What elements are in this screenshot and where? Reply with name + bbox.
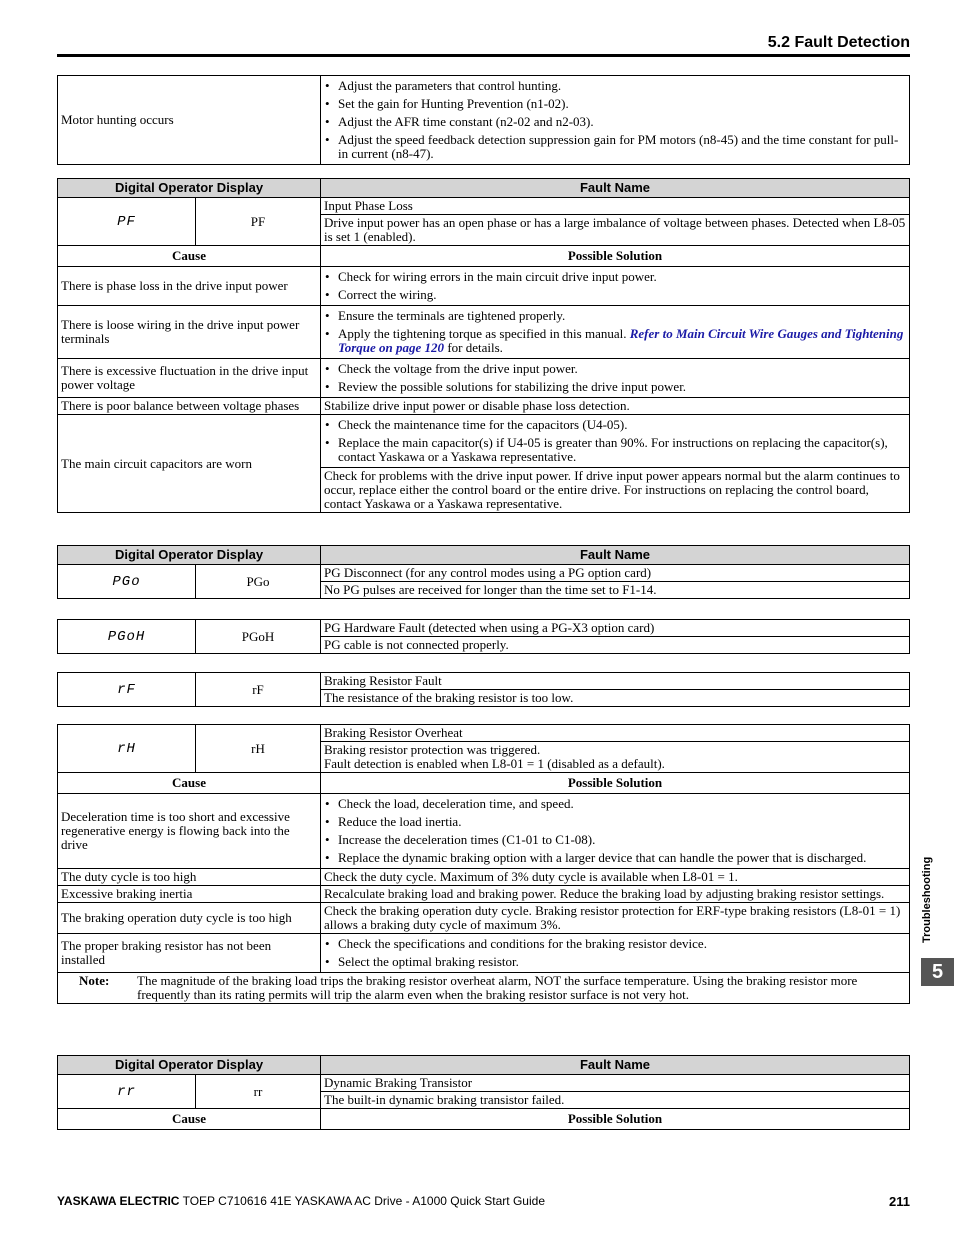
solution-cell: Check for problems with the drive input power. If drive input power appears normal but the alarm continues to occur, replace either the control board or the entire drive. For instructions on replacing the control board, contact Yaskawa or a Yaskawa representative. [321,468,910,513]
solution-text: for details. [444,340,503,355]
pgo-table [57,545,910,599]
cause-cell: There is phase loss in the drive input power [58,267,321,306]
list-item: • Ensure the terminals are tightened properly. [324,307,906,325]
pgoh-table [57,619,910,654]
list-item: • Check the load, deceleration time, and speed. [324,795,906,813]
rr-table [57,1055,910,1130]
cause-header: Cause [58,1109,321,1130]
note-text: The magnitude of the braking load trips the braking resistor overheat alarm, NOT the surface temperature. Using the braking resistor more frequently than its rating permits will trip the alarm even when the braking resistor surface is not very hot. [137,973,858,1002]
list-item: • Set the gain for Hunting Prevention (n1-02). [324,95,906,113]
fault-code: rF [196,673,321,707]
table-row [58,359,910,398]
fault-code: rr [196,1075,321,1109]
table-header-row [58,179,910,198]
page-number: 211 [889,1194,910,1209]
solution-cell [321,359,910,398]
table-row [58,673,910,690]
fault-name: Braking Resistor Overheat [321,725,910,742]
fault-description: PG cable is not connected properly. [321,637,910,654]
table-row [58,934,910,973]
solution-cell: Recalculate braking load and braking power. Reduce the braking load by adjusting braking resistor settings. [321,886,910,903]
solution-header: Possible Solution [321,1109,910,1130]
fault-description: No PG pulses are received for longer than the time set to F1-14. [321,582,910,599]
hunting-table [57,75,910,165]
description-line: Braking resistor protection was triggered. [324,742,541,757]
note-cell [58,973,910,1004]
cause-cell: The main circuit capacitors are worn [58,415,321,513]
solution-cell [321,934,910,973]
table-row [58,76,910,165]
note-row [58,973,910,1004]
list-item: • Adjust the parameters that control hunting. [324,77,906,95]
footer-doc-info [57,1194,545,1208]
list-item: • Review the possible solutions for stabilizing the drive input power. [324,378,906,396]
table-subheader-row [58,1109,910,1130]
page-section-title: 5.2 Fault Detection [767,34,910,51]
fault-code: PGoH [196,620,321,654]
table-row [58,903,910,934]
fault-name: Input Phase Loss [321,198,910,215]
display-header: Digital Operator Display [58,179,321,198]
operator-display: rr [58,1075,196,1109]
table-header-row [58,1056,910,1075]
chapter-side-label: Troubleshooting [921,856,933,943]
table-row [58,565,910,582]
table-subheader-row [58,246,910,267]
fault-description: The resistance of the braking resistor is too low. [321,690,910,707]
solution-header: Possible Solution [321,246,910,267]
header-rule [57,54,910,57]
fault-name: Dynamic Braking Transistor [321,1075,910,1092]
list-item: • Replace the dynamic braking option with a larger device that can handle the power that is discharged. [324,849,906,867]
pf-table [57,178,910,513]
list-item: • Replace the main capacitor(s) if U4-05 is greater than 90%. For instructions on replacing the capacitor(s), contact Yaskawa or a Yaskawa representative. [324,434,906,466]
solution-cell [321,415,910,468]
rh-table [57,724,910,1004]
display-header: Digital Operator Display [58,1056,321,1075]
list-item: • Reduce the load inertia. [324,813,906,831]
table-row [58,267,910,306]
fault-name-header: Fault Name [321,179,910,198]
solution-cell [321,76,910,165]
fault-code: rH [196,725,321,773]
list-item: • Check the specifications and conditions for the braking resistor device. [324,935,906,953]
list-item: • Select the optimal braking resistor. [324,953,906,971]
cause-cell: Deceleration time is too short and excessive regenerative energy is flowing back into the drive [58,794,321,869]
cause-cell: The duty cycle is too high [58,869,321,886]
footer-doc-title: TOEP C710616 41E YASKAWA AC Drive - A1000 Quick Start Guide [179,1194,545,1208]
description-line: Fault detection is enabled when L8-01 = 1 (disabled as a default). [324,756,665,771]
cross-reference-link[interactable]: Refer to Main Circuit Wire Gauges and Tightening Torque on page 120 [338,326,904,355]
fault-description: Drive input power has an open phase or has a large imbalance of voltage between phases. Detected when L8-05 is set 1 (enabled). [321,215,910,246]
fault-description: The built-in dynamic braking transistor failed. [321,1092,910,1109]
table-row [58,725,910,742]
table-header-row [58,546,910,565]
solution-cell [321,306,910,359]
solution-header: Possible Solution [321,773,910,794]
table-row [58,306,910,359]
fault-name: PG Hardware Fault (detected when using a PG-X3 option card) [321,620,910,637]
table-row [58,886,910,903]
fault-name-header: Fault Name [321,546,910,565]
operator-display: rF [58,673,196,707]
cause-cell: The proper braking resistor has not been installed [58,934,321,973]
operator-display: PF [58,198,196,246]
fault-description [321,742,910,773]
cause-header: Cause [58,246,321,267]
table-row [58,869,910,886]
fault-name: Braking Resistor Fault [321,673,910,690]
fault-name-header: Fault Name [321,1056,910,1075]
cause-cell: There is excessive fluctuation in the drive input power voltage [58,359,321,398]
list-item: • Check the maintenance time for the capacitors (U4-05). [324,416,906,434]
list-item: • Correct the wiring. [324,286,906,304]
solution-cell [321,267,910,306]
cause-cell: The braking operation duty cycle is too high [58,903,321,934]
list-item [324,325,906,357]
table-row [58,620,910,637]
table-row [58,1075,910,1092]
solution-cell: Stabilize drive input power or disable phase loss detection. [321,398,910,415]
display-header: Digital Operator Display [58,546,321,565]
footer-brand: YASKAWA ELECTRIC [57,1194,180,1208]
list-item: • Adjust the speed feedback detection suppression gain for PM motors (n8-45) and the time constant for pull-in current (n8-47). [324,131,906,163]
fault-name: PG Disconnect (for any control modes using a PG option card) [321,565,910,582]
list-item: • Increase the deceleration times (C1-01 to C1-08). [324,831,906,849]
table-subheader-row [58,773,910,794]
list-item: • Adjust the AFR time constant (n2-02 and n2-03). [324,113,906,131]
cause-cell: There is poor balance between voltage phases [58,398,321,415]
table-row [58,398,910,415]
operator-display: PGo [58,565,196,599]
solution-cell: Check the braking operation duty cycle. Braking resistor protection for ERF-type braking resistors (L8-01 = 1) allows a braking duty cycle of maximum 3%. [321,903,910,934]
solution-cell: Check the duty cycle. Maximum of 3% duty cycle is available when L8-01 = 1. [321,869,910,886]
list-item: • Check for wiring errors in the main circuit drive input power. [324,268,906,286]
table-row [58,198,910,215]
operator-display: PGoH [58,620,196,654]
cause-header: Cause [58,773,321,794]
cause-cell: Excessive braking inertia [58,886,321,903]
cause-cell: Motor hunting occurs [58,76,321,165]
operator-display: rH [58,725,196,773]
rf-table [57,672,910,707]
chapter-tab[interactable]: 5 [921,958,954,986]
solution-cell [321,794,910,869]
solution-text: Apply the tightening torque as specified in this manual. [338,326,630,341]
list-item: • Check the voltage from the drive input power. [324,360,906,378]
table-row [58,415,910,468]
note-label: Note: [79,973,110,988]
fault-code: PF [196,198,321,246]
fault-code: PGo [196,565,321,599]
table-row [58,794,910,869]
cause-cell: There is loose wiring in the drive input power terminals [58,306,321,359]
